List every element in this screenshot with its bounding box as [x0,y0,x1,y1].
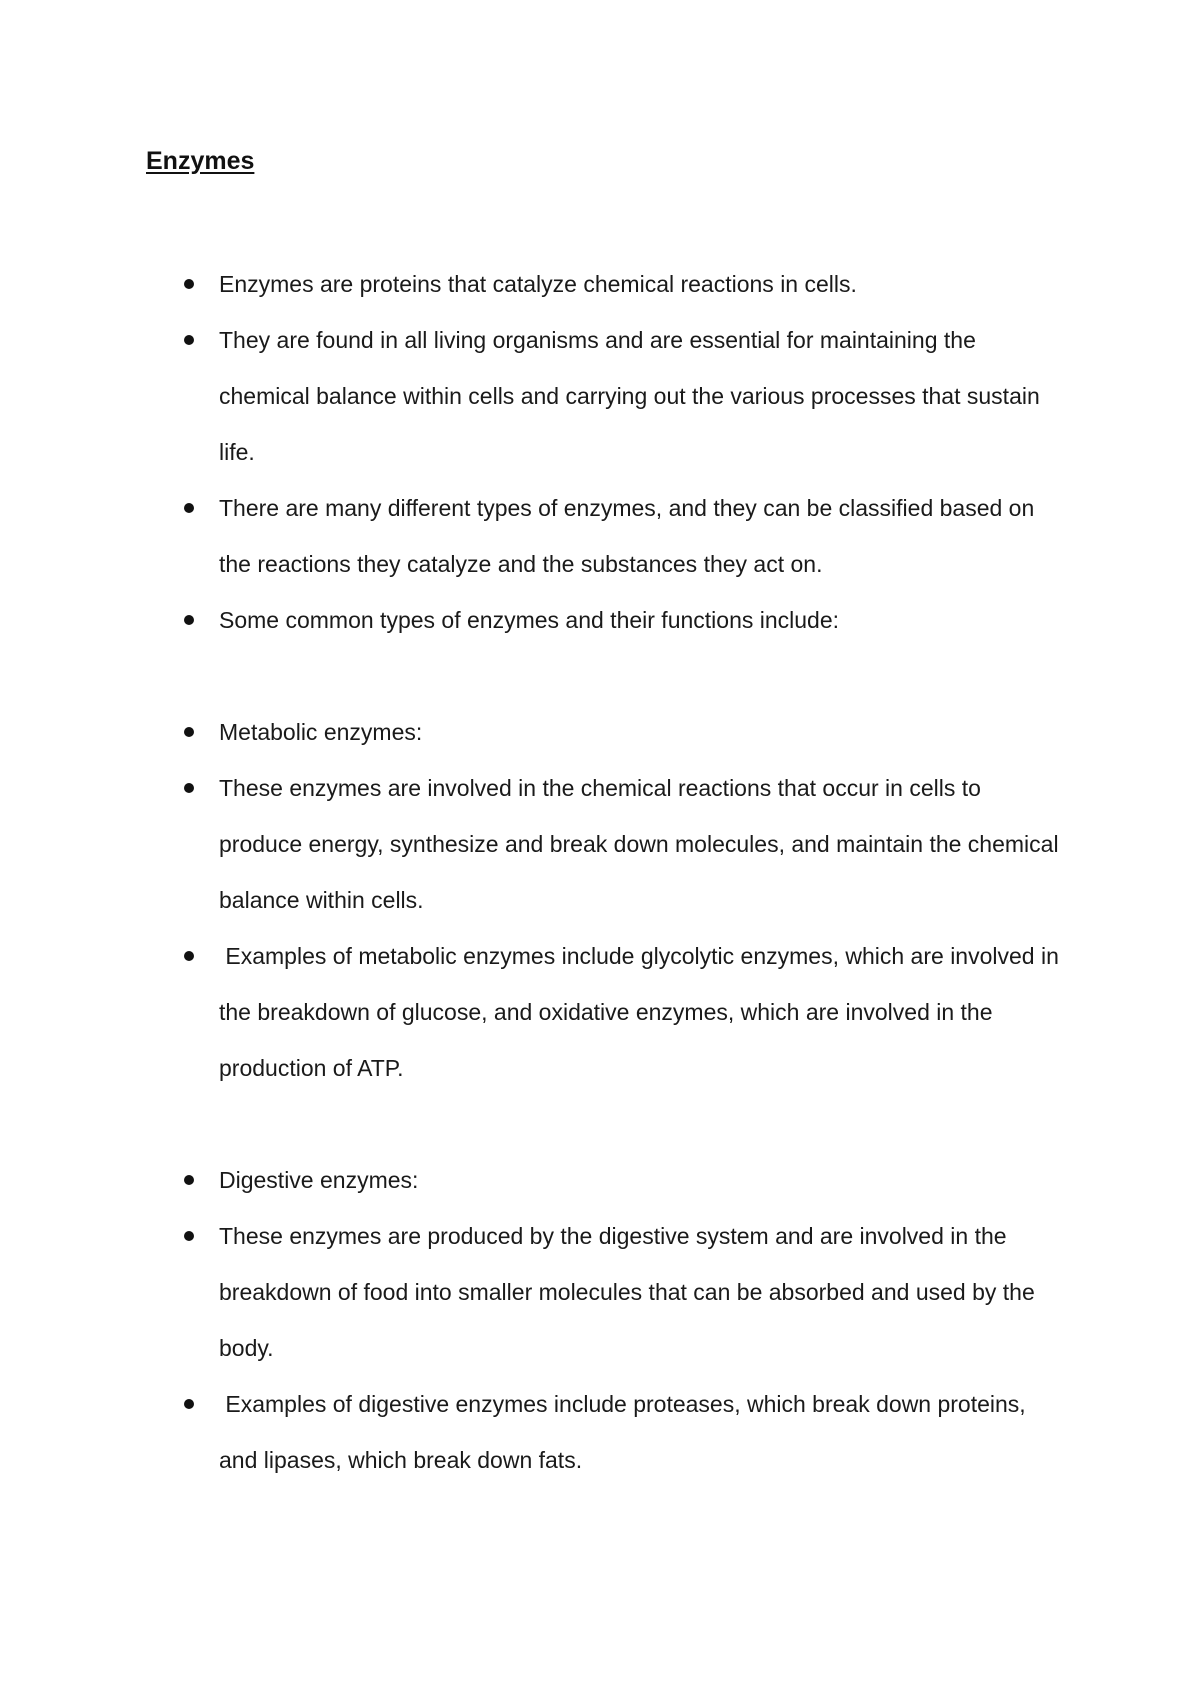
list-item [0,480,1059,592]
list-item [0,312,1059,480]
list-item-text: Some common types of enzymes and their functions include: [219,607,840,633]
list-item-text: Examples of digestive enzymes include proteases, which break down proteins, and lipases, which break down fats. [219,1391,1026,1473]
bullet-icon [184,951,194,961]
list-item [0,928,1059,1096]
bullet-icon [184,503,194,513]
list-item [0,1376,1059,1488]
list-item [0,592,1059,648]
list-item-text: These enzymes are involved in the chemical reactions that occur in cells to produce energy, synthesize and break down molecules, and maintain the chemical balance within cells. [219,775,1059,913]
list-item-text: Examples of metabolic enzymes include glycolytic enzymes, which are involved in the breakdown of glucose, and oxidative enzymes, which are involved in the production of ATP. [219,943,1059,1081]
bullet-icon [184,615,194,625]
list-item-text: They are found in all living organisms and are essential for maintaining the chemical balance within cells and carrying out the various processes that sustain life. [219,327,1040,465]
list-item [0,1152,1059,1208]
list-item-text: Metabolic enzymes: [219,719,423,745]
bullet-icon [184,1175,194,1185]
document-title: Enzymes [146,147,255,175]
list-item [0,1208,1059,1376]
bullet-icon [184,1231,194,1241]
list-item [0,704,1059,760]
list-item-text: These enzymes are produced by the digestive system and are involved in the breakdown of food into smaller molecules that can be absorbed and used by the body. [219,1223,1035,1361]
bullet-icon [184,335,194,345]
list-item-text: There are many different types of enzymes, and they can be classified based on the reactions they catalyze and the substances they act on. [219,495,1035,577]
bullet-icon [184,279,194,289]
list-item-text: Digestive enzymes: [219,1167,419,1193]
list-item-text: Enzymes are proteins that catalyze chemical reactions in cells. [219,271,857,297]
list-item [0,256,1059,312]
bullet-icon [184,1399,194,1409]
bullet-icon [184,783,194,793]
bullet-list [0,256,1200,1488]
bullet-icon [184,727,194,737]
list-item [0,760,1059,928]
